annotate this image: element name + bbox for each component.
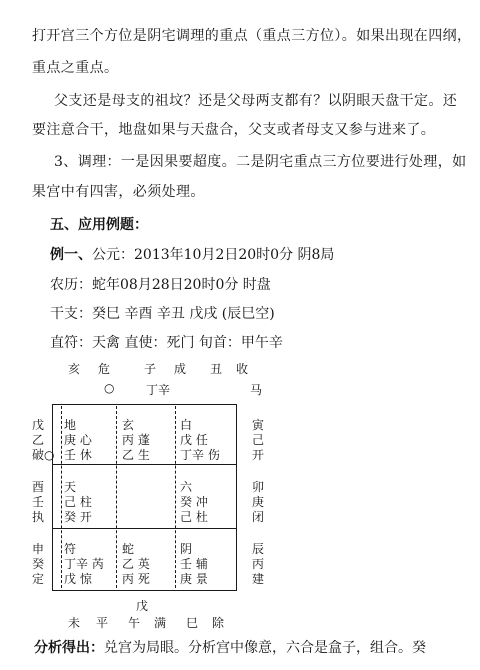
right-label: 建 xyxy=(252,572,265,586)
right-label: 卯 xyxy=(252,480,265,494)
grid-line xyxy=(52,590,237,591)
palace-line: 癸 冲 xyxy=(180,495,208,509)
analysis-text: 兑宫为局眼。分析宫中像意，六合是盒子，组合。癸 xyxy=(104,640,426,656)
palace-line: 丁辛 芮 xyxy=(64,557,104,571)
right-label: 庚 xyxy=(252,495,265,509)
analysis-title: 分析得出： xyxy=(34,640,104,656)
chart-top-circle: ○ xyxy=(104,381,115,395)
palace-god: 蛇 xyxy=(122,542,135,556)
palace-god: 符 xyxy=(64,542,77,556)
chart-top-label: 子 xyxy=(144,362,157,376)
chart-bottom-center: 戊 xyxy=(136,599,149,613)
paragraph-1-line-2: 重点之重点。 xyxy=(32,60,119,76)
paragraph-2-line-1: 父支还是母支的祖坟？还是父母两支都有？以阴眼天盘干定。还 xyxy=(54,93,458,109)
left-label: 酉 xyxy=(32,480,45,494)
palace-line: 己 柱 xyxy=(64,495,92,509)
palace-line: 庚 心 xyxy=(64,433,92,447)
right-label: 开 xyxy=(252,448,265,462)
chart-top-right: 马 xyxy=(250,383,263,397)
palace-line: 庚 景 xyxy=(180,572,208,586)
palace-line: 己 杜 xyxy=(180,510,208,524)
analysis-line xyxy=(34,637,426,657)
paragraph-2-line-2: 要注意合干，地盘如果与天盘合，父支或者母支又参与进来了。 xyxy=(32,122,436,138)
palace-line: 丙 蓬 xyxy=(122,433,150,447)
chart-top-label: 成 xyxy=(174,362,187,376)
palace-line: 丁辛 伤 xyxy=(180,448,220,462)
grid-line xyxy=(52,464,237,465)
grid-line xyxy=(236,404,237,590)
palace-god: 六 xyxy=(180,480,193,494)
right-label: 辰 xyxy=(252,542,265,556)
palace-line: 乙 英 xyxy=(122,557,150,571)
example-title: 例一、 xyxy=(50,247,92,263)
chart-top-label: 亥 xyxy=(68,362,81,376)
left-label: 执 xyxy=(32,510,45,524)
palace-god: 天 xyxy=(64,480,77,494)
chart-top-center: 丁辛 xyxy=(146,383,171,397)
palace-line: 戊 惊 xyxy=(64,572,92,586)
chart-bottom-label: 除 xyxy=(212,616,225,630)
right-label: 闭 xyxy=(252,510,265,524)
paragraph-1-line-1: 打开宫三个方位是阴宅调理的重点（重点三方位）。如果出现在四纲， xyxy=(32,28,472,44)
right-label: 己 xyxy=(252,433,265,447)
palace-god: 白 xyxy=(180,418,193,432)
grid-line xyxy=(52,528,237,529)
palace-line: 癸 开 xyxy=(64,510,92,524)
chart-bottom-label: 午 xyxy=(128,616,141,630)
grid-line xyxy=(52,404,53,590)
left-label: 破○ xyxy=(32,448,55,462)
right-label: 寅 xyxy=(252,418,265,432)
left-label: 定 xyxy=(32,572,45,586)
grid-line xyxy=(175,406,176,588)
palace-line: 壬 辅 xyxy=(180,557,208,571)
left-label: 癸 xyxy=(32,557,45,571)
example-date: 公元：2013年10月2日20时0分 阴8局 xyxy=(92,247,335,263)
chart-top-label: 危 xyxy=(98,362,111,376)
left-label: 乙 xyxy=(32,433,45,447)
grid-line xyxy=(116,406,117,588)
left-label: 壬 xyxy=(32,495,45,509)
left-label: 申 xyxy=(32,542,45,556)
palace-line: 丙 死 xyxy=(122,572,150,586)
paragraph-3-line-2: 果宫中有四害，必须处理。 xyxy=(32,184,205,200)
section-title: 五、应用例题： xyxy=(50,217,148,233)
left-label: 戊 xyxy=(32,418,45,432)
palace-god: 玄 xyxy=(122,418,135,432)
right-label: 丙 xyxy=(252,557,265,571)
chart-top-label: 收 xyxy=(236,362,249,376)
chart-top-label: 丑 xyxy=(210,362,223,376)
grid-line xyxy=(52,404,237,405)
paragraph-3-line-1: 3、调理：一是因果要超度。二是阴宅重点三方位要进行处理，如 xyxy=(54,154,467,170)
chart-bottom-label: 巳 xyxy=(186,616,199,630)
palace-line: 壬 休 xyxy=(64,448,92,462)
chart-bottom-label: 平 xyxy=(96,616,109,630)
palace-line: 乙 生 xyxy=(122,448,150,462)
example-ganzhi: 干支：癸巳 辛酉 辛丑 戊戌 (辰巳空) xyxy=(50,306,275,322)
example-lunar: 农历：蛇年08月28日20时0分 时盘 xyxy=(50,277,271,293)
example-zhifu: 直符：天禽 直使：死门 旬首：甲午辛 xyxy=(50,335,283,351)
chart-bottom-label: 满 xyxy=(154,616,167,630)
palace-god: 地 xyxy=(64,418,77,432)
palace-line: 戊 任 xyxy=(180,433,208,447)
chart-bottom-label: 未 xyxy=(68,616,81,630)
palace-god: 阴 xyxy=(180,542,193,556)
grid-line xyxy=(61,406,62,588)
